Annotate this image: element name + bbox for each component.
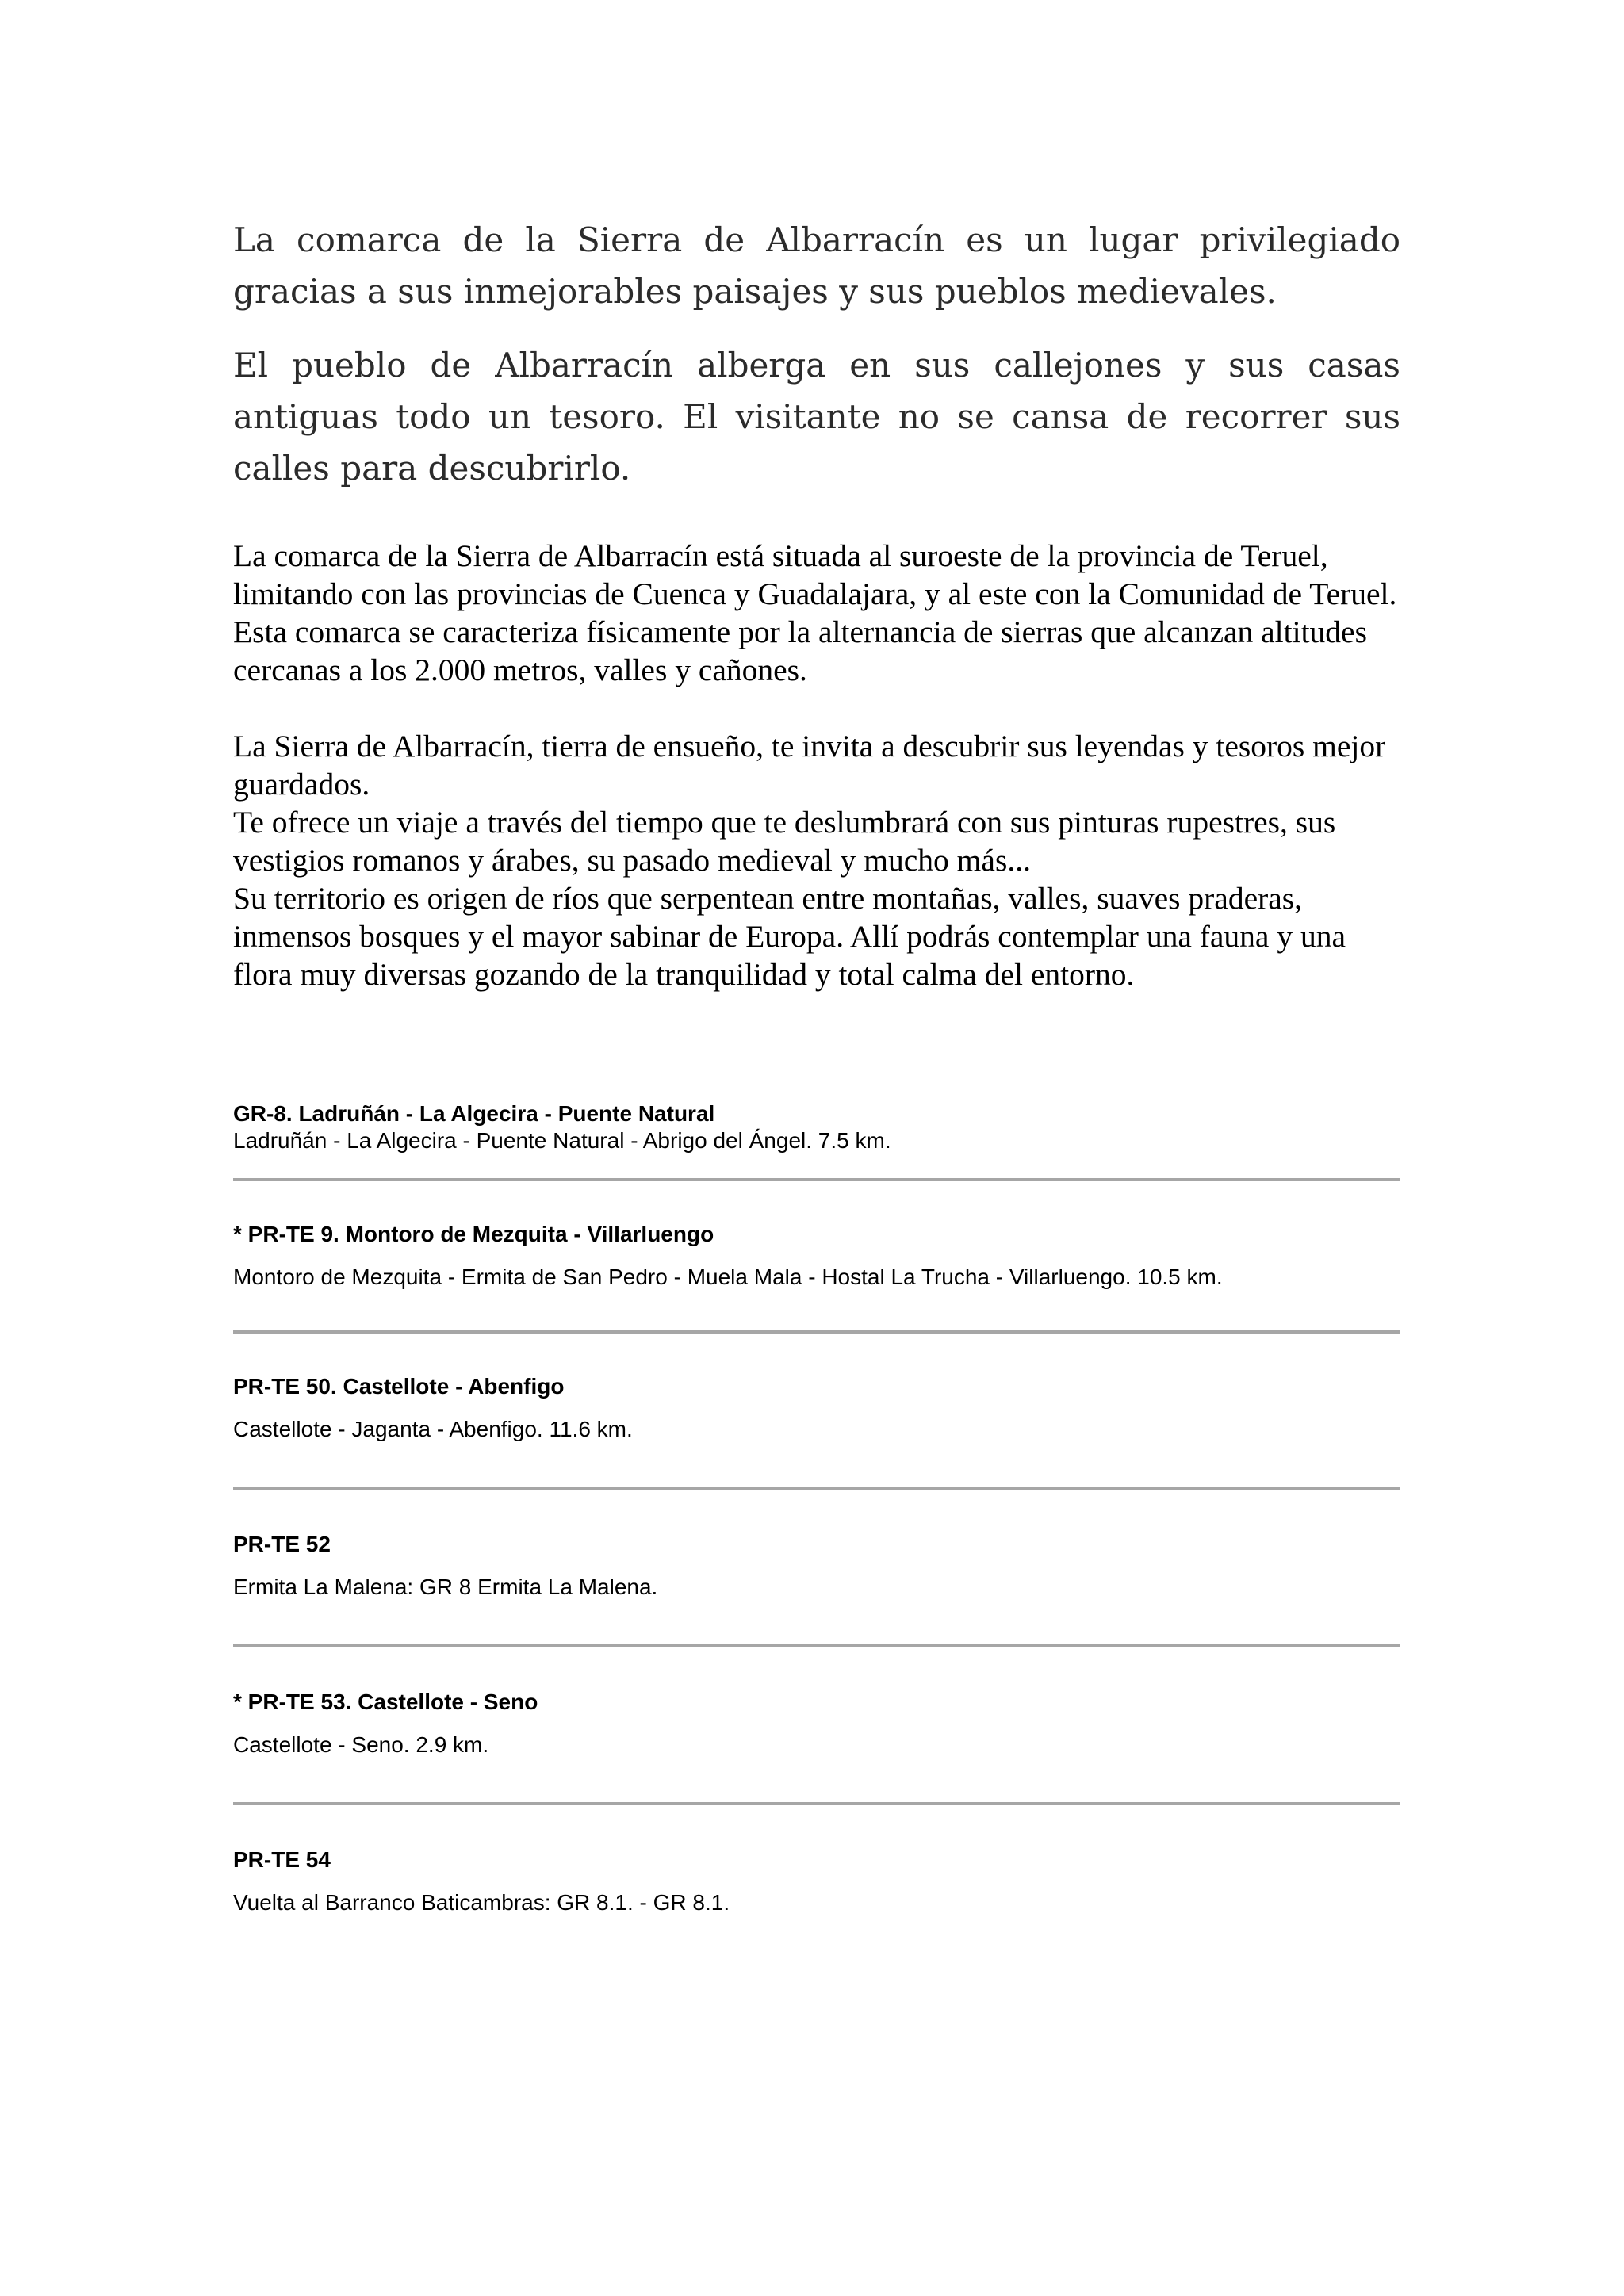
route-item xyxy=(233,1490,1400,1647)
route-item xyxy=(233,1647,1400,1805)
intro-section xyxy=(233,214,1400,494)
route-item xyxy=(233,1100,1400,1181)
description-text: Esta comarca se caracteriza físicamente por la alternancia de sierras que alcanzan altitudes cercanas a los 2.000 metros, valles y cañones. xyxy=(233,614,1367,687)
route-title: GR-8. Ladruñán - La Algecira - Puente Natural xyxy=(233,1101,715,1126)
intro-paragraph: El pueblo de Albarracín alberga en sus callejones y sus casas antiguas todo un tesoro. El visitante no se cansa de recorrer sus calles para descubrirlo. xyxy=(233,346,1400,488)
description-paragraph xyxy=(233,727,1400,993)
description-text: La Sierra de Albarracín, tierra de ensueño, te invita a descubrir sus leyendas y tesoros mejor guardados. xyxy=(233,729,1386,802)
route-item xyxy=(233,1334,1400,1490)
description-paragraph xyxy=(233,537,1400,689)
route-item xyxy=(233,1805,1400,1916)
description-text: Su territorio es origen de ríos que serpentean entre montañas, valles, suaves praderas, inmensos bosques y el mayor sabinar de Europa. Allí podrás contemplar una fauna y una flora muy diversas gozando de la tranquilidad y total calma del entorno. xyxy=(233,881,1346,992)
intro-paragraph: La comarca de la Sierra de Albarracín es un lugar privilegiado gracias a sus inmejorables paisajes y sus pueblos medievales. xyxy=(233,220,1400,311)
route-description: Castellote - Seno. 2.9 km. xyxy=(233,1732,489,1757)
route-title: * PR-TE 9. Montoro de Mezquita - Villarluengo xyxy=(233,1222,714,1246)
route-title: PR-TE 50. Castellote - Abenfigo xyxy=(233,1374,565,1399)
route-title: * PR-TE 53. Castellote - Seno xyxy=(233,1689,538,1714)
description-text: La comarca de la Sierra de Albarracín está situada al suroeste de la provincia de Teruel, limitando con las provincias de Cuenca y Guadalajara, y al este con la Comunidad de Teruel. xyxy=(233,538,1397,611)
route-title: PR-TE 52 xyxy=(233,1532,331,1556)
description-text: Te ofrece un viaje a través del tiempo que te deslumbrará con sus pinturas rupestres, sus vestigios romanos y árabes, su pasado medieval y mucho más... xyxy=(233,805,1336,878)
route-description: Montoro de Mezquita - Ermita de San Pedro - Muela Mala - Hostal La Trucha - Villarluengo. 10.5 km. xyxy=(233,1265,1223,1289)
route-title: PR-TE 54 xyxy=(233,1847,331,1872)
route-item xyxy=(233,1181,1400,1334)
route-list xyxy=(233,1100,1400,1916)
route-description: Castellote - Jaganta - Abenfigo. 11.6 km. xyxy=(233,1417,633,1441)
document-page xyxy=(233,214,1400,1916)
route-description: Ermita La Malena: GR 8 Ermita La Malena. xyxy=(233,1575,658,1599)
description-section xyxy=(233,537,1400,993)
route-description: Vuelta al Barranco Baticambras: GR 8.1. - GR 8.1. xyxy=(233,1890,730,1915)
route-description: Ladruñán - La Algecira - Puente Natural - Abrigo del Ángel. 7.5 km. xyxy=(233,1128,891,1153)
